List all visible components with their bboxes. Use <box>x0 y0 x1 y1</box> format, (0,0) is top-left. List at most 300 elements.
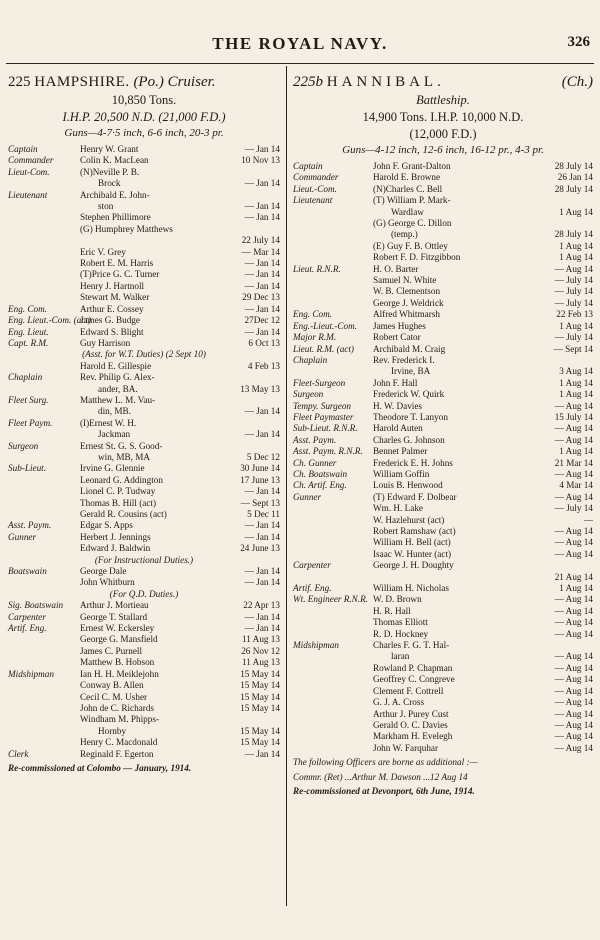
officer-name: H. R. Hall <box>373 605 411 616</box>
appointment-date: — Jan 14 <box>244 269 280 280</box>
officer-rank: Eng. Lieut.-Com. (act) <box>8 315 91 326</box>
officer-row <box>293 674 593 685</box>
appointment-date: 10 Nov 13 <box>241 155 280 166</box>
appointment-date: — Aug 14 <box>554 674 593 685</box>
appointment-date: — Jan 14 <box>244 212 280 223</box>
officer-row <box>8 577 280 588</box>
officer-row <box>8 520 280 531</box>
officer-name: Bennet Palmer <box>373 446 428 457</box>
officer-row <box>293 252 593 263</box>
appointment-date: — Aug 14 <box>554 594 593 605</box>
ship-number: 225b <box>293 74 323 90</box>
officer-name: Robert Ramshaw (act) <box>373 526 456 536</box>
officer-name: Irvine G. Glennie <box>80 463 145 474</box>
appointment-date: — Aug 14 <box>554 491 593 502</box>
officer-row <box>8 703 280 714</box>
officer-row <box>293 309 593 320</box>
officer-rank: Commander <box>293 172 339 183</box>
appointment-date: 21 Aug 14 <box>554 571 593 582</box>
officer-rank: Commander <box>8 155 54 166</box>
officer-rank: Asst. Paym. R.N.R. <box>293 446 363 457</box>
officer-row <box>293 218 593 229</box>
officer-name: Thomas B. Hill (act) <box>80 497 157 508</box>
officer-row <box>293 446 593 457</box>
recommission-note-left: Re-commissioned at Colombo — January, 1914. <box>8 762 192 773</box>
officer-name: Stephen Phillimore <box>80 212 151 223</box>
officer-name: (G) Humphrey Matthews <box>80 223 173 234</box>
officer-row <box>293 606 593 617</box>
appointment-date: — Aug 14 <box>554 548 593 559</box>
officer-row <box>8 532 280 543</box>
officer-name: John F. Hall <box>373 377 418 388</box>
officer-row <box>293 195 593 206</box>
appointment-date: — Jan 14 <box>244 178 280 189</box>
officer-row <box>293 537 593 548</box>
appointment-date: 29 Dec 13 <box>242 292 280 303</box>
officer-rank: Asst. Paym. <box>293 434 337 445</box>
ship-guns: Guns—4-7·5 inch, 6-6 inch, 20-3 pr. <box>64 127 224 139</box>
officer-name: (I)Ernest W. H. <box>80 417 137 428</box>
officer-row <box>8 304 280 315</box>
officer-rank: Ch. Artif. Eng. <box>293 480 347 491</box>
officer-row <box>8 361 280 372</box>
officer-row <box>8 600 280 611</box>
appointment-date: — <box>583 514 593 525</box>
appointment-date: — Jan 14 <box>244 406 280 417</box>
officer-row <box>8 406 280 417</box>
appointment-date: 1 Aug 14 <box>559 377 593 388</box>
ship-heading-hampshire <box>8 72 280 92</box>
appointment-date: — Jan 14 <box>244 566 280 577</box>
appointment-date: — Jan 14 <box>244 201 280 212</box>
officer-rank: Artif. Eng. <box>8 623 47 634</box>
officer-name: Edward S. Blight <box>80 326 144 337</box>
officer-name: Edward J. Baldwin <box>80 543 151 554</box>
officer-rank: Wt. Engineer R.N.R. <box>293 594 369 605</box>
officer-row <box>8 486 280 497</box>
officer-name: Henry J. Hartnoll <box>80 280 145 291</box>
officer-row <box>293 241 593 252</box>
officer-row <box>8 281 280 292</box>
officer-name: John de C. Richards <box>80 702 155 713</box>
additional-officer: Commr. (Ret) ...Arthur M. Dawson ...12 Aug 14 <box>293 771 468 782</box>
officer-name: (N)Charles C. Bell <box>373 183 443 194</box>
ship-type: Battleship. <box>416 93 470 107</box>
officer-row <box>293 549 593 560</box>
officer-row <box>293 572 593 583</box>
officer-name: John W. Farquhar <box>373 742 439 753</box>
officer-row <box>8 498 280 509</box>
officer-row <box>8 737 280 748</box>
appointment-date: 30 June 14 <box>240 463 280 474</box>
appointment-date: 28 July 14 <box>554 161 593 171</box>
officer-name: Rev. Philip G. Alex- <box>80 372 155 383</box>
officer-rank: Lieutenant <box>293 195 333 206</box>
officer-rank: Chaplain <box>8 372 43 383</box>
appointment-date: — Aug 14 <box>554 651 593 662</box>
officer-row <box>293 423 593 434</box>
officer-name: William H. Bell (act) <box>373 537 451 548</box>
officer-name: Rev. Frederick I. <box>373 354 435 365</box>
officer-rank: Boatswain <box>8 566 47 577</box>
officer-row <box>8 144 280 155</box>
officer-row <box>293 709 593 720</box>
page-title: THE ROYAL NAVY. <box>212 34 388 53</box>
officer-rank: Captain <box>293 161 323 171</box>
appointment-date: 28 July 14 <box>554 229 593 240</box>
officer-name: Guy Harrison <box>80 337 131 348</box>
ship-number: 225 <box>8 74 31 90</box>
officer-name: (T) Edward F. Dolbear <box>373 491 457 502</box>
officer-name: (temp.) <box>391 229 418 240</box>
officer-name: George J. H. Doughty <box>373 560 454 571</box>
officer-row <box>8 224 280 235</box>
officer-row <box>293 298 593 309</box>
officer-name: Hornby <box>98 725 127 736</box>
officer-row <box>293 629 593 640</box>
officer-row <box>8 201 280 212</box>
officer-rank: Ch. Gunner <box>293 457 337 468</box>
additional-officers-note: The following Officers are borne as additional :— <box>293 757 478 768</box>
officer-row <box>8 612 280 623</box>
officer-row <box>8 566 280 577</box>
officer-name: (G) George C. Dillon <box>373 218 452 229</box>
officer-rank: Chaplain <box>293 354 328 365</box>
officer-row <box>8 463 280 474</box>
officer-name: Harold E. Browne <box>373 172 441 183</box>
appointment-date: — July 14 <box>554 332 593 343</box>
officer-row <box>8 235 280 246</box>
officer-row <box>8 441 280 452</box>
appointment-date: — Jan 14 <box>244 280 280 291</box>
officer-rank: Gunner <box>293 491 322 502</box>
officer-name: laran <box>391 651 410 662</box>
appointment-date: — Jan 14 <box>244 258 280 269</box>
officer-name: Harold Auten <box>373 423 423 434</box>
officer-name: ander, BA. <box>98 383 138 394</box>
officer-rank: Sub-Lieut. R.N.R. <box>293 423 358 434</box>
officer-name: Frederick W. Quirk <box>373 389 445 400</box>
appointment-date: — Jan 14 <box>244 429 280 440</box>
appointment-date: 4 Feb 13 <box>247 360 280 371</box>
ship-info-line1: 14,900 Tons. I.H.P. 10,000 N.D. <box>362 110 524 124</box>
officer-row <box>8 190 280 201</box>
officer-name: George Dale <box>80 566 127 577</box>
appointment-date: — Aug 14 <box>554 708 593 719</box>
officer-name: Ian H. H. Meiklejohn <box>80 668 159 679</box>
officer-row <box>293 515 593 526</box>
officer-name: William H. Nicholas <box>373 583 449 594</box>
appointment-date: 1 Aug 14 <box>559 583 593 594</box>
officer-name: Alfred Whitmarsh <box>373 309 440 320</box>
appointment-date: — Aug 14 <box>554 526 593 536</box>
appointment-date: — Jan 14 <box>244 520 280 531</box>
officer-name: Geoffrey C. Congreve <box>373 674 455 685</box>
officer-row <box>293 172 593 183</box>
appointment-date: 1 Aug 14 <box>559 252 593 263</box>
officer-row <box>8 692 280 703</box>
appointment-date: — Aug 14 <box>554 662 593 673</box>
officer-name: (T)Price G. C. Turner <box>80 269 160 280</box>
officer-name: Henry C. Macdonald <box>80 737 158 748</box>
officer-rank: Major R.M. <box>293 332 337 343</box>
officer-name: Lionel C. P. Tudway <box>80 486 156 497</box>
officer-name: Arthur J. Mortieau <box>80 600 149 611</box>
officer-name: ston <box>98 201 114 212</box>
officer-name: James C. Purnell <box>80 645 143 656</box>
officer-name: Theodore T. Lanyon <box>373 411 448 422</box>
officer-name: Ernest St. G. S. Good- <box>80 440 163 451</box>
appointment-date: 1 Aug 14 <box>559 240 593 251</box>
officer-name: H. W. Davies <box>373 400 422 411</box>
officer-name: Cecil C. M. Usher <box>80 691 148 702</box>
appointment-date: — Aug 14 <box>554 400 593 411</box>
officer-row <box>293 412 593 423</box>
officer-name: Leonard G. Addington <box>80 474 163 485</box>
officer-list-right <box>293 161 593 754</box>
appointment-date: — July 14 <box>554 286 593 297</box>
officer-rank: Captain <box>8 144 38 154</box>
officer-rank: Eng. Com. <box>293 309 333 320</box>
officer-rank: Fleet Paym. <box>8 417 53 428</box>
ship-name: HANNIBAL. <box>326 74 445 90</box>
officer-rank: Eng.-Lieut.-Com. <box>293 320 358 331</box>
officer-rank: Gunner <box>8 531 37 542</box>
officer-name: Brock <box>98 178 121 189</box>
officer-name: Arthur E. Cossey <box>80 303 144 314</box>
officer-name: Gerald O. C. Davies <box>373 719 448 730</box>
entry-note: (Asst. for W.T. Duties) (2 Sept 10) <box>82 349 206 360</box>
appointment-date: 26 Jan 14 <box>557 172 593 183</box>
appointment-date: — Jan 14 <box>244 303 280 314</box>
officer-name: Matthew B. Hobson <box>80 657 155 668</box>
officer-row <box>8 395 280 406</box>
officer-rank: Fleet Surg. <box>8 394 49 405</box>
page-number: 326 <box>567 34 590 50</box>
appointment-date: — Sept 13 <box>240 497 280 508</box>
appointment-date: 21 Mar 14 <box>554 457 593 468</box>
officer-rank: Surgeon <box>293 389 324 400</box>
officer-name: Charles F. G. T. Hal- <box>373 640 450 651</box>
officer-row <box>293 731 593 742</box>
officer-row <box>293 401 593 412</box>
officer-rank: Carpenter <box>293 560 331 571</box>
officer-row <box>8 258 280 269</box>
officer-rank: Carpenter <box>8 611 46 622</box>
appointment-date: 28 July 14 <box>554 183 593 194</box>
officer-name: George J. Weldrick <box>373 297 444 308</box>
appointment-date: 26 Nov 12 <box>241 645 280 656</box>
officer-row <box>293 526 593 537</box>
appointment-date: — Aug 14 <box>554 731 593 742</box>
officer-row <box>8 338 280 349</box>
officer-row <box>293 560 593 571</box>
officer-name: (E) Guy F. B. Ottley <box>373 240 448 251</box>
officer-row <box>293 435 593 446</box>
officer-row <box>293 207 593 218</box>
appointment-date: 11 Aug 13 <box>242 657 280 668</box>
officer-row <box>293 344 593 355</box>
officer-name: G. J. A. Cross <box>373 697 425 708</box>
officer-name: Matthew L. M. Vau- <box>80 394 156 405</box>
officer-row <box>8 543 280 554</box>
entry-note: (For Instructional Duties.) <box>94 554 194 565</box>
officer-name: Wm. H. Lake <box>373 503 424 514</box>
appointment-date: — Jan 14 <box>244 577 280 588</box>
officer-name: W. B. Clementson <box>373 286 441 297</box>
appointment-date: 13 May 13 <box>240 383 280 394</box>
officer-row <box>293 275 593 286</box>
appointment-date: 27Dec 12 <box>244 315 280 326</box>
ship-guns: Guns—4-12 inch, 12-6 inch, 16-12 pr., 4-3 pr. <box>342 144 544 156</box>
officer-row <box>293 697 593 708</box>
officer-rank: Midshipman <box>8 668 54 679</box>
appointment-date: — Aug 14 <box>554 468 593 479</box>
officer-row <box>8 167 280 178</box>
appointment-date: — Aug 14 <box>554 434 593 445</box>
officer-rank: Clerk <box>8 748 29 759</box>
officer-row <box>293 378 593 389</box>
appointment-date: 22 July 14 <box>241 235 280 246</box>
officer-name: Clement F. Cottrell <box>373 685 444 696</box>
officer-name: Edgar S. Apps <box>80 520 133 531</box>
officer-row <box>293 480 593 491</box>
officer-rank: Eng. Com. <box>8 303 48 314</box>
officer-name: George T. Stallard <box>80 611 148 622</box>
appointment-date: — Aug 14 <box>554 628 593 639</box>
officer-row <box>8 714 280 725</box>
officer-row <box>8 726 280 737</box>
officer-name: Conway B. Allen <box>80 680 144 691</box>
officer-rank: Sub-Lieut. <box>8 463 47 474</box>
recommission-note-right: Re-commissioned at Devonport, 6th June, 1914. <box>293 785 475 796</box>
officer-rank: Midshipman <box>293 640 339 651</box>
officer-row <box>293 161 593 172</box>
officer-row <box>293 366 593 377</box>
right-column <box>293 72 593 797</box>
officer-name: Stewart M. Walker <box>80 292 150 303</box>
ship-heading-hannibal <box>293 72 593 92</box>
appointment-date: 1 Aug 14 <box>559 206 593 217</box>
appointment-date: 3 Aug 14 <box>559 366 593 377</box>
column-divider <box>286 66 287 906</box>
officer-row <box>8 634 280 645</box>
officer-name: Thomas Elliott <box>373 617 428 628</box>
appointment-date: — Aug 14 <box>554 423 593 434</box>
appointment-date: 15 May 14 <box>240 725 280 736</box>
officer-row <box>8 372 280 383</box>
officer-row <box>293 332 593 343</box>
officer-name: Louis B. Henwood <box>373 480 443 491</box>
officer-row <box>293 458 593 469</box>
officer-row <box>293 686 593 697</box>
appointment-date: — Aug 14 <box>554 742 593 753</box>
officer-name: Samuel N. White <box>373 275 437 286</box>
officer-name: H. O. Barter <box>373 263 419 274</box>
officer-name: Robert F. D. Fitzgibbon <box>373 252 461 263</box>
officer-row <box>8 429 280 440</box>
officer-name: Eric V. Grey <box>80 246 126 257</box>
officer-name: Herbert J. Jennings <box>80 531 151 542</box>
officer-row <box>8 749 280 760</box>
officer-row <box>293 469 593 480</box>
appointment-date: — Aug 14 <box>554 697 593 708</box>
officer-name: W. D. Brown <box>373 594 422 605</box>
officer-row <box>8 178 280 189</box>
officer-row <box>293 663 593 674</box>
officer-row <box>293 389 593 400</box>
officer-name: George G. Mansfield <box>80 634 158 645</box>
officer-name: Archibald M. Craig <box>373 343 446 354</box>
officer-name: John Whitburn <box>80 577 135 588</box>
officer-name: Harold E. Gillespie <box>80 360 152 371</box>
officer-row <box>8 669 280 680</box>
officer-row <box>293 651 593 662</box>
appointment-date: 5 Dec 12 <box>246 451 280 462</box>
appointment-date: — Aug 14 <box>554 685 593 696</box>
appointment-date: — July 14 <box>554 297 593 308</box>
officer-name: Isaac W. Hunter (act) <box>373 548 452 559</box>
appointment-date: 1 Aug 14 <box>559 446 593 457</box>
appointment-date: — Aug 14 <box>554 263 593 274</box>
appointment-date: — Sept 14 <box>553 343 593 354</box>
appointment-date: — Aug 14 <box>554 605 593 616</box>
appointment-date: — Jan 14 <box>244 326 280 337</box>
officer-row <box>293 264 593 275</box>
officer-rank: Sig. Boatswain <box>8 600 64 611</box>
officer-rank: Fleet-Surgeon <box>293 377 346 388</box>
officer-row <box>293 594 593 605</box>
appointment-date: — July 14 <box>554 503 593 514</box>
officer-row <box>293 720 593 731</box>
officer-rank: Capt. R.M. <box>8 337 49 348</box>
ship-ihp: I.H.P. 20,500 N.D. (21,000 F.D.) <box>62 110 226 124</box>
officer-row <box>293 355 593 366</box>
appointment-date: — Aug 14 <box>554 617 593 628</box>
ship-class: (Ch.) <box>561 74 593 90</box>
officer-name: (N)Neville P. B. <box>80 166 140 177</box>
appointment-date: — Jan 14 <box>244 623 280 634</box>
appointment-date: — Jan 14 <box>244 486 280 497</box>
appointment-date: 11 Aug 13 <box>242 634 280 645</box>
appointment-date: 5 Dec 11 <box>247 509 280 519</box>
officer-name: Windham M. Phipps- <box>80 714 159 725</box>
officer-name: Henry W. Grant <box>80 144 139 154</box>
officer-row <box>293 229 593 240</box>
officer-rank: Tempy. Surgeon <box>293 400 352 411</box>
officer-row <box>8 315 280 326</box>
appointment-date: 4 Mar 14 <box>559 480 593 491</box>
officer-name: Robert E. M. Harris <box>80 258 154 269</box>
officer-name: Arthur J. Purey Cust <box>373 708 449 719</box>
officer-rank: Eng. Lieut. <box>8 326 49 337</box>
officer-row <box>293 640 593 651</box>
officer-row <box>8 269 280 280</box>
officer-name: Robert Cator <box>373 332 421 343</box>
appointment-date: 15 May 14 <box>240 691 280 702</box>
officer-row <box>8 623 280 634</box>
officer-name: Jackman <box>98 429 131 440</box>
ship-class: (Po.) Cruiser. <box>133 74 216 90</box>
officer-name: Colin K. MacLean <box>80 155 149 166</box>
officer-name: W. Hazlehurst (act) <box>373 514 445 525</box>
officer-row <box>293 492 593 503</box>
officer-name: Rowland P. Chapman <box>373 662 453 673</box>
appointment-date: — Jan 14 <box>244 748 280 759</box>
appointment-date: — Aug 14 <box>554 537 593 548</box>
appointment-date: — July 14 <box>554 275 593 286</box>
officer-rank: Ch. Boatswain <box>293 468 348 479</box>
